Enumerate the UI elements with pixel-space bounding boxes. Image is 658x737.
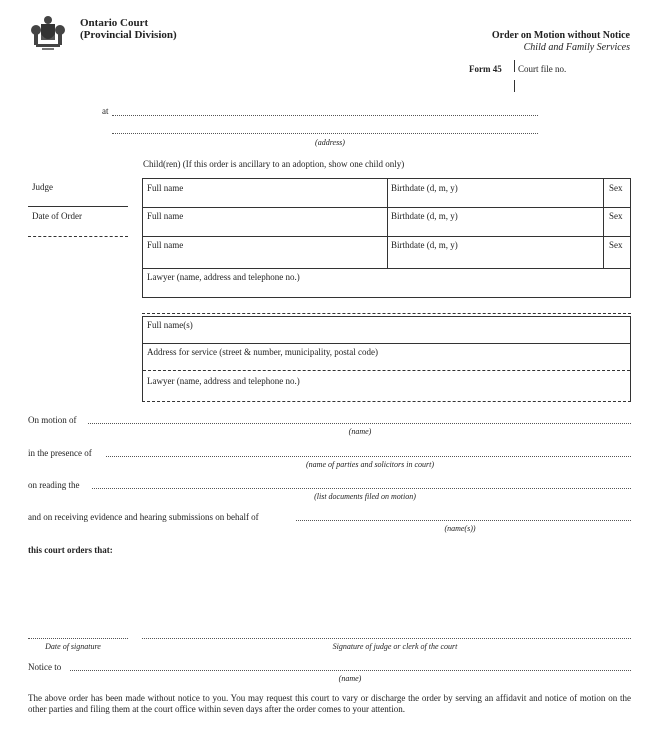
evidence-caption: (name(s)) (444, 524, 476, 533)
reading-field[interactable] (92, 488, 631, 489)
date-of-order-field[interactable] (28, 236, 128, 237)
child-2-sex-label: Sex (609, 211, 623, 221)
child-1-sex-label: Sex (609, 183, 623, 193)
children-table (142, 178, 631, 298)
party-full-names-label: Full name(s) (147, 320, 193, 330)
address-caption: (address) (315, 138, 345, 147)
party-address-label: Address for service (street & number, municipality, postal code) (147, 347, 378, 357)
on-motion-caption: (name) (348, 427, 372, 436)
child-2-name-label: Full name (147, 211, 184, 221)
child-3-birthdate-label: Birthdate (d, m, y) (391, 240, 458, 250)
party-table (142, 316, 631, 402)
evidence-field[interactable] (296, 520, 631, 521)
presence-field[interactable] (106, 456, 631, 457)
notice-to-field[interactable] (70, 670, 631, 671)
form-subtitle: Child and Family Services (523, 42, 630, 53)
on-motion-field[interactable] (88, 423, 631, 424)
presence-caption: (name of parties and solicitors in court) (306, 460, 434, 469)
judge-field[interactable] (28, 206, 128, 207)
evidence-label: and on receiving evidence and hearing submissions on behalf of (28, 512, 259, 522)
court-file-no-field[interactable] (514, 80, 515, 92)
party-lawyer-label: Lawyer (name, address and telephone no.) (147, 376, 300, 386)
child-2-birthdate-label: Birthdate (d, m, y) (391, 211, 458, 221)
judge-label: Judge (32, 182, 53, 192)
court-address-field[interactable] (112, 133, 538, 134)
signature-caption: Signature of judge or clerk of the court (332, 642, 458, 651)
court-name: Ontario Court (80, 17, 149, 29)
at-label: at (102, 106, 109, 116)
notice-to-label: Notice to (28, 662, 62, 672)
notice-text: The above order has been made without notice to you. You may request this court to vary or discharge the order by serving an affidavit and notice of motion on the other parties and filing them at the court office within seven days after the order comes to your attention. (28, 693, 631, 714)
child-1-name-label: Full name (147, 183, 184, 193)
child-3-name-label: Full name (147, 240, 184, 250)
court-location-field[interactable] (112, 115, 538, 116)
orders-text-area[interactable] (28, 560, 631, 632)
presence-label: in the presence of (28, 448, 92, 458)
date-of-signature-field[interactable] (28, 638, 128, 639)
form-number: Form 45 (469, 64, 502, 74)
child-1-birthdate-label: Birthdate (d, m, y) (391, 183, 458, 193)
on-motion-label: On motion of (28, 415, 77, 425)
form-title: Order on Motion without Notice (491, 30, 630, 41)
coat-of-arms-icon (28, 14, 68, 52)
notice-name-caption: (name) (338, 674, 362, 683)
date-of-signature-caption: Date of signature (45, 642, 101, 651)
reading-caption: (list documents filed on motion) (314, 492, 416, 501)
court-file-label: Court file no. (518, 64, 567, 74)
child-3-sex-label: Sex (609, 240, 623, 250)
orders-heading: this court orders that: (28, 545, 113, 555)
children-heading: Child(ren) (If this order is ancillary to an adoption, show one child only) (143, 159, 405, 169)
date-of-order-label: Date of Order (32, 211, 82, 221)
signature-field[interactable] (142, 638, 631, 639)
court-division: (Provincial Division) (80, 29, 177, 41)
reading-label: on reading the (28, 480, 80, 490)
children-lawyer-label: Lawyer (name, address and telephone no.) (147, 272, 300, 282)
